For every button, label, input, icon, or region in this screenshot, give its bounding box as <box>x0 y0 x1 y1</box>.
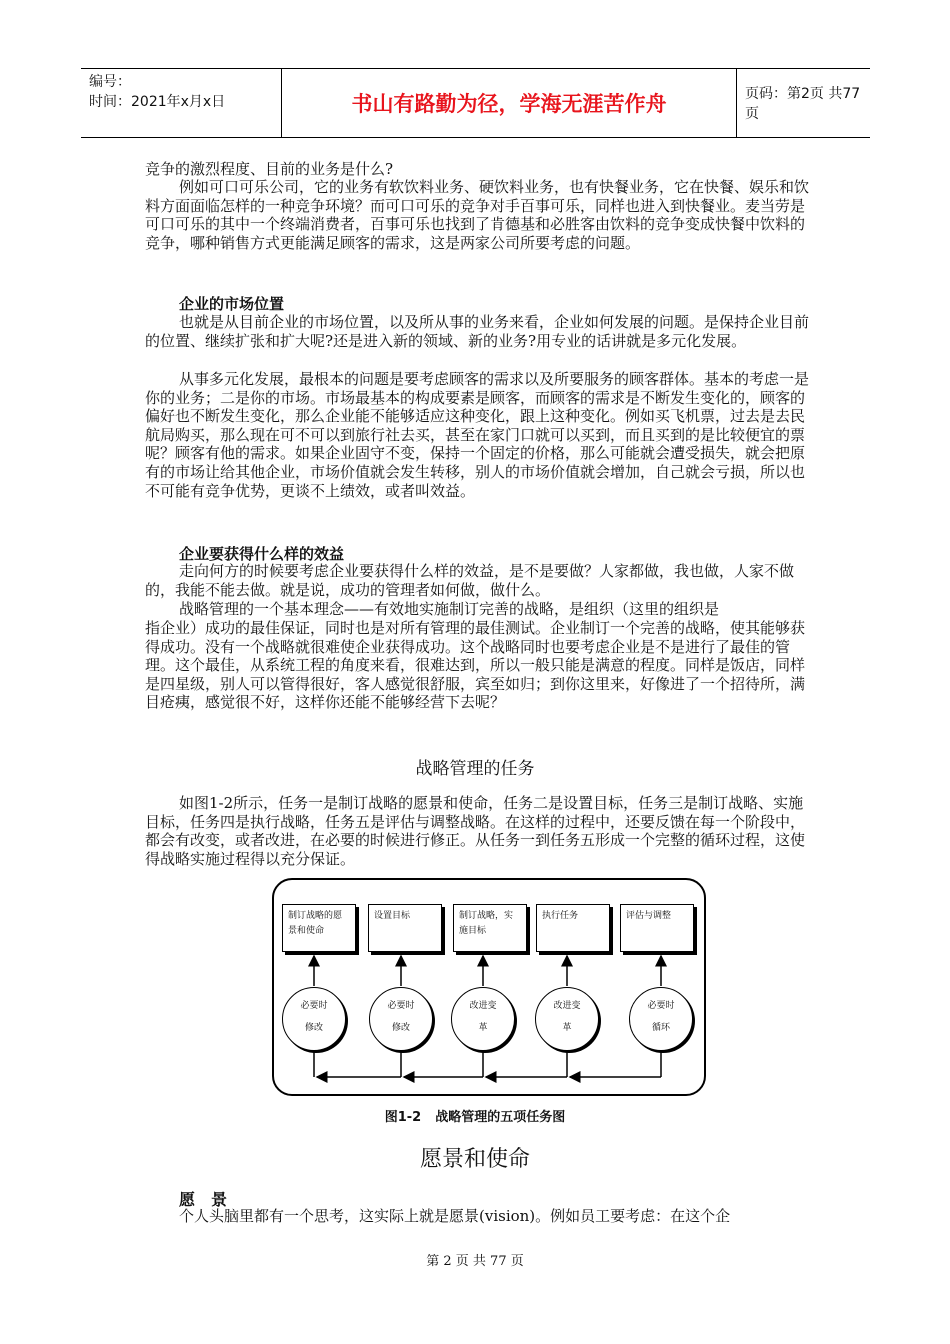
page-header <box>81 68 870 138</box>
benefit-paragraph-2b: 指企业）成功的最佳保证，同时也是对所有管理的最佳测试。企业制订一个完善的战略，使其能够获得成功。没有一个战略就很难使企业获得成功。这个战略同时也要考虑企业是不是进行了最佳的管理。这个最佳，从系统工程的角度来看，很难达到，所以一般只能是满意的程度。同样是饭店，同样是四星级，别人可以管得很好，客人感觉很舒服，宾至如归；到你这里来，好像进了一个招待所，满目疮痍，感觉很不好，这样你还能不能够经营下去呢？ <box>145 619 806 712</box>
circle-label-top: 改进变 <box>469 1001 497 1011</box>
feedback-circle-3 <box>451 987 515 1051</box>
circle-label-top: 改进变 <box>553 1001 581 1011</box>
benefit-paragraph-2a: 战略管理的一个基本理念——有效地实施制订完善的战略，是组织（这里的组织是 <box>179 600 720 618</box>
feedback-circle-2 <box>369 987 433 1051</box>
circle-label-bottom: 循环 <box>651 1023 670 1033</box>
figure-caption <box>0 1106 950 1125</box>
caption-number: 图1-2 <box>384 1110 422 1125</box>
circle-label-top: 必要时 <box>387 1001 415 1011</box>
header-motto: 书山有路勤为径，学海无涯苦作舟 <box>281 69 737 137</box>
tasks-paragraph: 如图1-2所示，任务一是制订战略的愿景和使命，任务二是设置目标，任务三是制订战略、实施目标，任务四是执行战略，任务五是评估与调整战略。在这样的过程中，还要反馈在每一个阶段中，都会有改变，或者改进，在必要的时候进行修正。从任务一到任务五形成一个完整的循环过程，这使得战略实施过程得以充分保证。 <box>145 794 806 868</box>
feedback-circle-5 <box>629 987 693 1051</box>
task-box-3: 制订战略，实施目标 <box>453 904 527 952</box>
circle-label-bottom: 修改 <box>391 1023 410 1033</box>
header-page-number: 页码：第2页 共77页 <box>745 86 861 122</box>
circle-label-bottom: 修改 <box>304 1023 323 1033</box>
five-tasks-diagram <box>270 876 708 1098</box>
feedback-circle-4 <box>535 987 599 1051</box>
task-box-5: 评估与调整 <box>620 904 694 952</box>
time-label: 时间：2021年x月x日 <box>89 94 226 110</box>
market-paragraph-1: 也就是从目前企业的市场位置，以及所从事的业务来看，企业如何发展的问题。是保持企业目前的位置、继续扩张和扩大呢?还是进入新的领域、新的业务?用专业的话讲就是多元化发展。 <box>145 313 810 350</box>
intro-paragraph: 例如可口可乐公司，它的业务有软饮料业务、硬饮料业务，也有快餐业务，它在快餐、娱乐和饮料方面面临怎样的一种竞争环境？而可口可乐的竞争对手百事可乐，同样也进入到快餐业。麦当劳是可口可乐的其中一个终端消费者，百事可乐也找到了肯德基和必胜客由饮料的竞争变成快餐中饮料的竞争，哪种销售方式更能满足顾客的需求，这是两家公司所要考虑的问题。 <box>145 178 810 252</box>
task-box-4: 执行任务 <box>536 904 610 952</box>
tasks-title: 战略管理的任务 <box>415 759 535 779</box>
circle-label-bottom: 革 <box>562 1023 572 1033</box>
task-box-1: 制订战略的愿景和使命 <box>282 904 356 952</box>
circle-label-bottom: 革 <box>478 1023 488 1033</box>
vision-subheading: 愿 景 <box>179 1190 228 1209</box>
intro-line: 竞争的激烈程度、目前的业务是什么? <box>145 160 394 178</box>
task-box-2: 设置目标 <box>368 904 442 952</box>
market-heading: 企业的市场位置 <box>179 295 285 313</box>
benefit-heading: 企业要获得什么样的效益 <box>179 545 345 563</box>
benefit-paragraph-1: 走向何方的时候要考虑企业要获得什么样的效益，是不是要做？人家都做，我也做，人家不做的，我能不能去做。就是说，成功的管理者如何做，做什么。 <box>145 562 795 599</box>
feedback-circle-1 <box>282 987 346 1051</box>
number-label: 编号： <box>89 74 131 90</box>
circle-label-top: 必要时 <box>647 1001 675 1011</box>
market-paragraph-2: 从事多元化发展，最根本的问题是要考虑顾客的需求以及所要服务的顾客群体。基本的考虑一是你的业务；二是你的市场。市场最基本的构成要素是顾客，而顾客的需求是不断发生变化的，顾客的偏好也不断发生变化，那么企业能不能够适应这种变化，跟上这种变化。例如买飞机票，过去是去民航局购买，那么现在可不可以到旅行社去买，甚至在家门口就可以买到，而且买到的是比较便宜的票呢？顾客有他的需求。如果企业固守不变，保持一个固定的价格，那么可能就会遭受损失，就会把原有的市场让给其他企业，市场价值就会发生转移，别人的市场价值就会增加，自己就会亏损，所以也不可能有竞争优势，更谈不上绩效，或者叫效益。 <box>145 370 810 500</box>
circle-label-top: 必要时 <box>300 1001 328 1011</box>
vision-title: 愿景和使命 <box>419 1147 530 1172</box>
header-meta <box>81 69 281 137</box>
page-footer: 第 2 页 共 77 页 <box>426 1254 524 1269</box>
vision-paragraph: 个人头脑里都有一个思考，这实际上就是愿景(vision)。例如员工要考虑：在这个企 <box>179 1207 731 1225</box>
caption-text: 战略管理的五项任务图 <box>435 1110 566 1125</box>
